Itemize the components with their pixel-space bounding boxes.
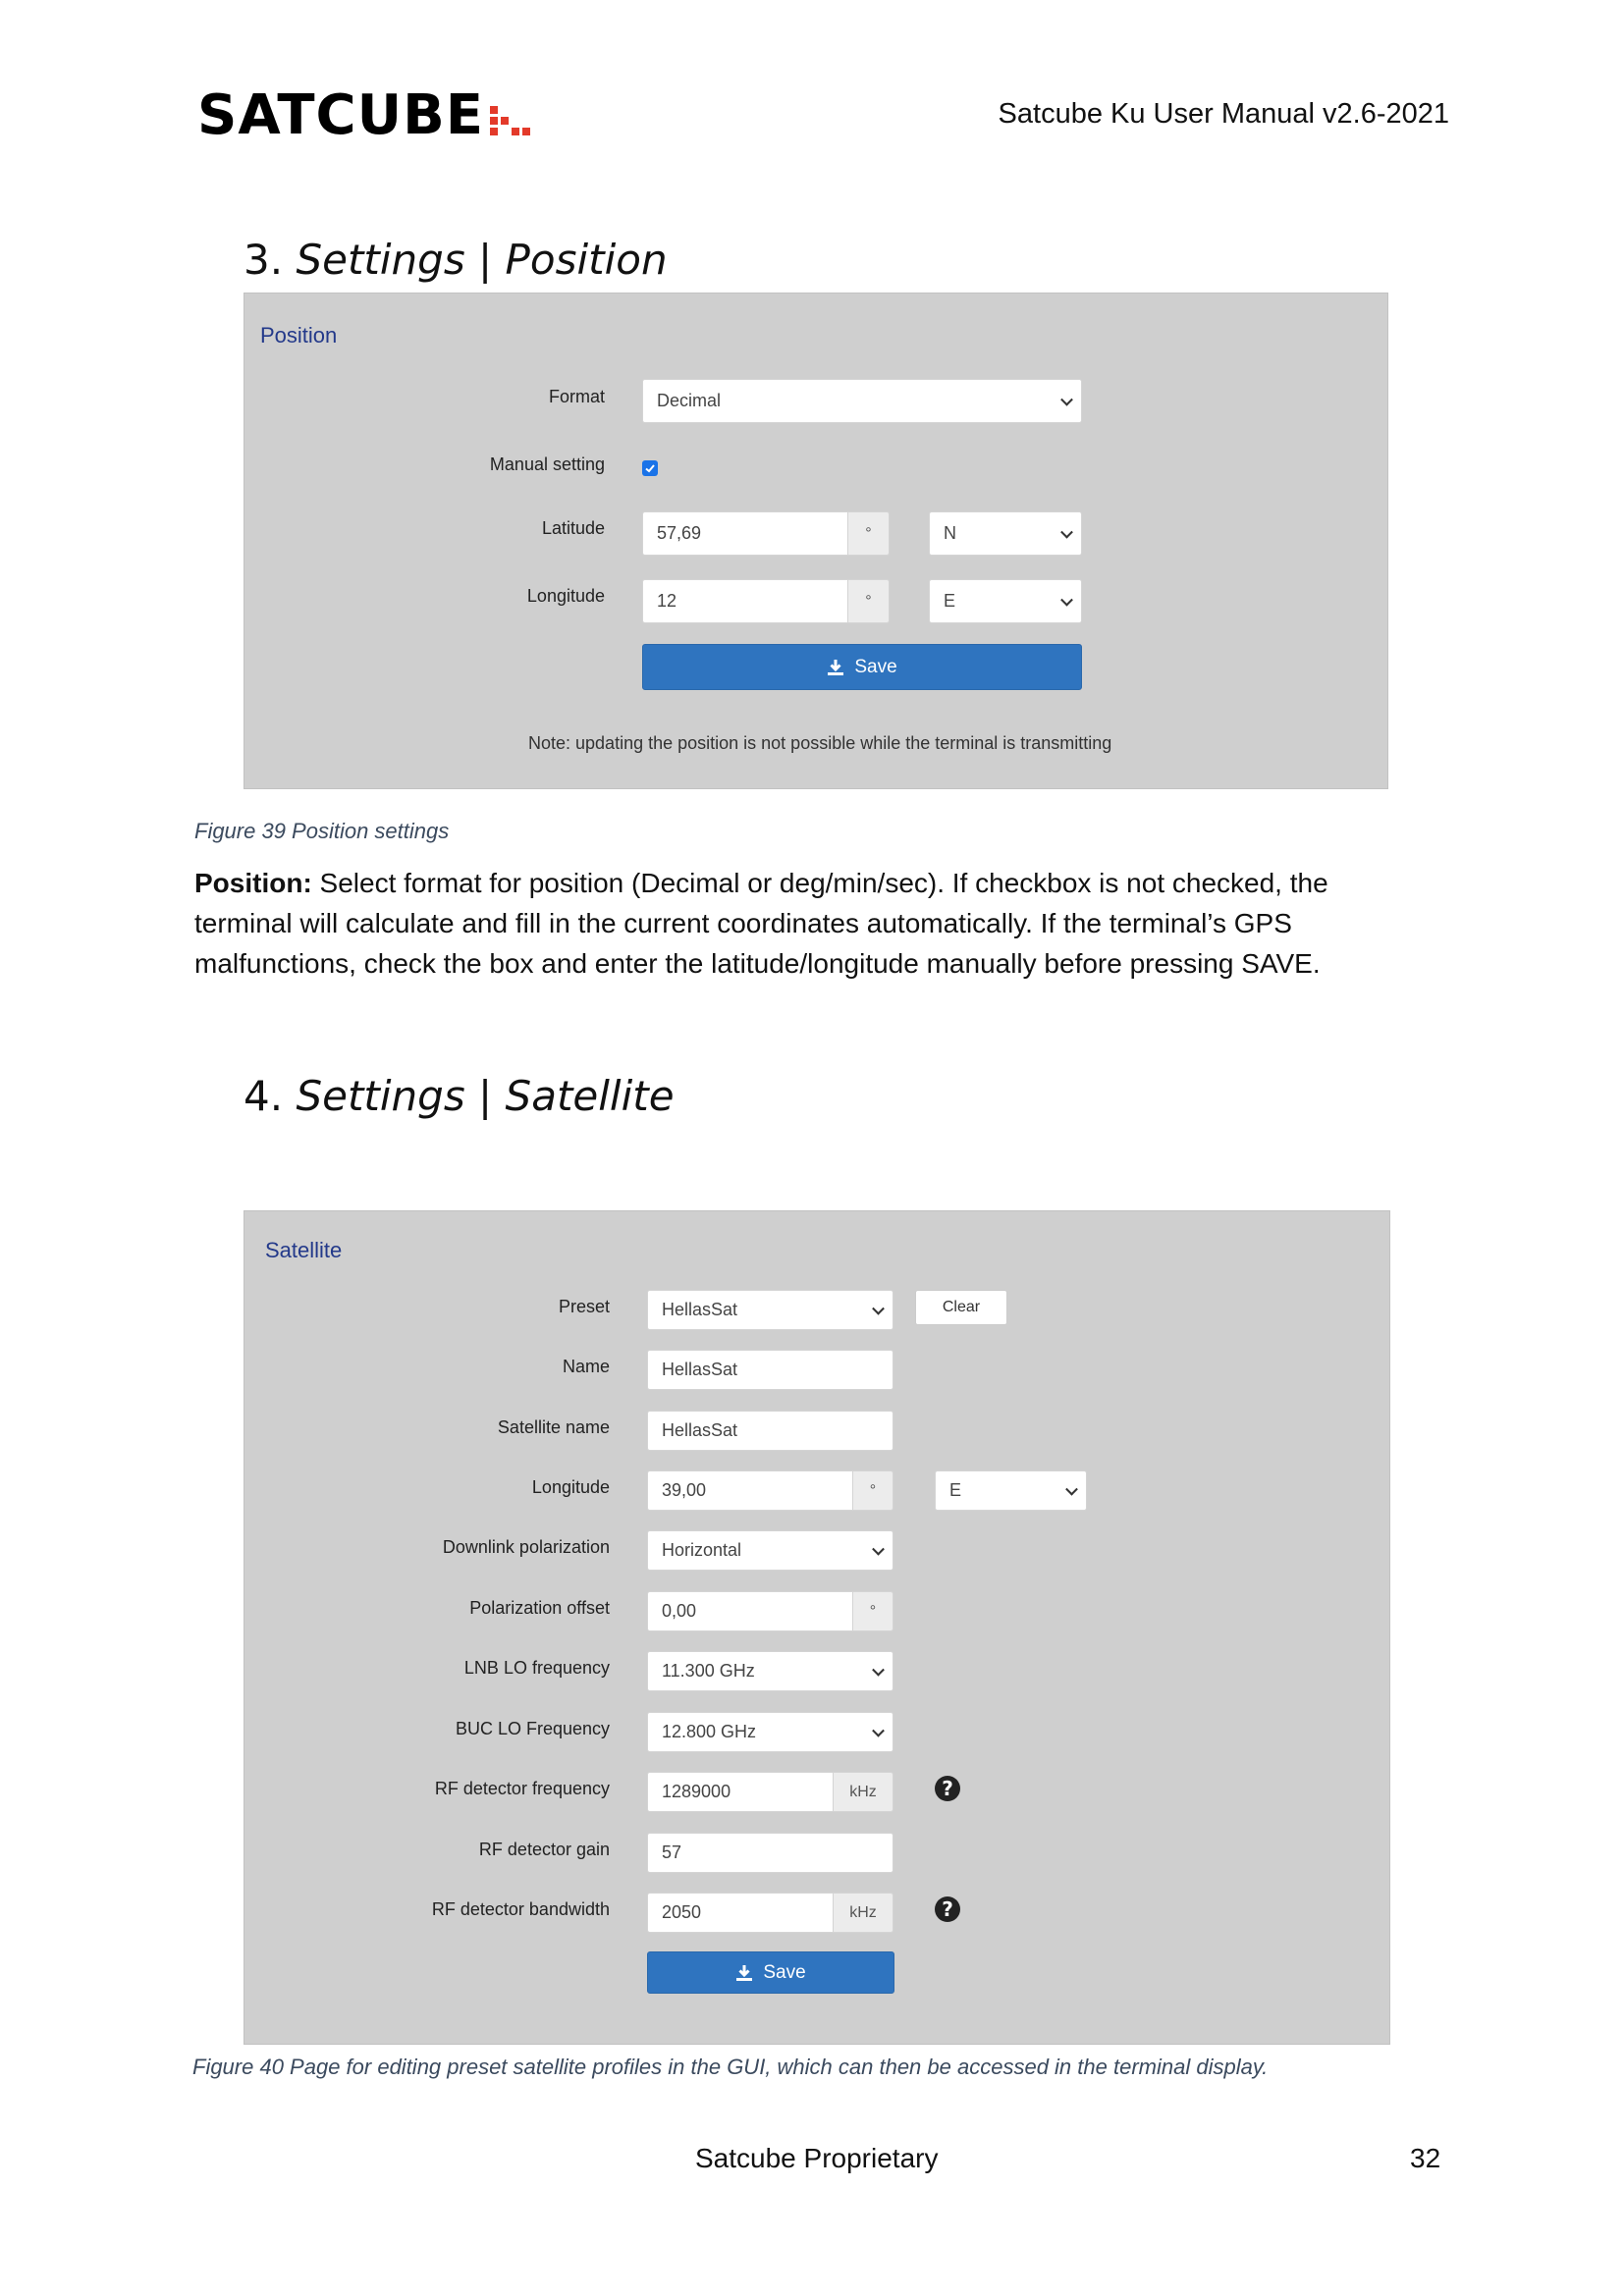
position-description <box>194 863 1432 984</box>
manual-setting-checkbox[interactable] <box>642 460 658 476</box>
section-3-title: Settings | Position <box>296 236 668 284</box>
manual-setting-label: Manual setting <box>489 454 605 474</box>
sat-longitude-degree-addon: ° <box>853 1470 893 1511</box>
preset-select-value: HellasSat <box>662 1300 738 1319</box>
download-icon <box>735 1964 753 1982</box>
download-icon <box>827 659 844 676</box>
position-panel <box>244 293 1388 789</box>
sat-longitude-input[interactable] <box>647 1470 853 1511</box>
page-number: 32 <box>1410 2143 1441 2173</box>
logo-text: SATCUBE <box>197 83 485 147</box>
rf-bandwidth-unit-addon: kHz <box>834 1893 893 1933</box>
sat-longitude-input-value: 39,00 <box>662 1480 707 1500</box>
rf-bandwidth-input-value: 2050 <box>662 1902 702 1922</box>
section-4-heading <box>244 1072 675 1120</box>
lnb-lo-label: LNB LO frequency <box>463 1658 610 1678</box>
position-save-button[interactable] <box>642 644 1082 690</box>
polarization-select[interactable] <box>647 1530 893 1571</box>
lnb-lo-select-value: 11.300 GHz <box>662 1661 755 1681</box>
longitude-hemisphere-value: E <box>944 591 956 611</box>
format-select[interactable] <box>642 379 1082 423</box>
longitude-hemisphere-select[interactable] <box>929 579 1082 623</box>
format-label: Format <box>548 387 605 406</box>
polarization-select-value: Horizontal <box>662 1540 742 1560</box>
rf-bandwidth-input[interactable] <box>647 1893 834 1933</box>
satellite-save-label: Save <box>763 1961 806 1983</box>
polarization-offset-input[interactable] <box>647 1591 853 1631</box>
position-description-lead: Position: <box>194 868 312 898</box>
polarization-offset-label: Polarization offset <box>469 1598 610 1618</box>
format-select-value: Decimal <box>657 391 722 410</box>
polarization-offset-degree-addon: ° <box>853 1591 893 1631</box>
sat-longitude-hemisphere-select[interactable] <box>935 1470 1087 1511</box>
clear-button[interactable]: Clear <box>915 1290 1007 1325</box>
footer-proprietary: Satcube Proprietary <box>695 2143 939 2173</box>
buc-lo-label: BUC LO Frequency <box>455 1719 610 1738</box>
logo-dots-icon <box>490 106 530 135</box>
buc-lo-select-value: 12.800 GHz <box>662 1722 757 1741</box>
satellite-name-input[interactable] <box>647 1411 893 1451</box>
section-3-heading <box>244 236 668 284</box>
rf-frequency-input[interactable] <box>647 1772 834 1812</box>
position-panel-title: Position <box>260 323 338 347</box>
rf-bandwidth-help-icon[interactable]: ? <box>935 1896 960 1922</box>
polarization-offset-input-value: 0,00 <box>662 1601 697 1621</box>
rf-frequency-unit-addon: kHz <box>834 1772 893 1812</box>
checkmark-icon <box>644 462 656 474</box>
rf-gain-input-value: 57 <box>662 1842 682 1862</box>
rf-bandwidth-label: RF detector bandwidth <box>431 1899 610 1919</box>
rf-frequency-label: RF detector frequency <box>434 1779 610 1798</box>
polarization-label: Downlink polarization <box>442 1537 610 1557</box>
section-4-number: 4. <box>244 1072 284 1120</box>
satellite-panel <box>244 1210 1390 2045</box>
section-4-title: Settings | Satellite <box>296 1072 675 1120</box>
latitude-input-value: 57,69 <box>657 523 702 543</box>
latitude-label: Latitude <box>541 518 605 538</box>
rf-frequency-help-icon[interactable]: ? <box>935 1776 960 1801</box>
header-title: Satcube Ku User Manual v2.6-2021 <box>998 98 1449 130</box>
preset-select[interactable] <box>647 1290 893 1330</box>
position-note: Note: updating the position is not possible while the terminal is transmitting <box>528 733 1112 753</box>
figure-39-caption: Figure 39 Position settings <box>194 819 450 843</box>
longitude-input-value: 12 <box>657 591 677 611</box>
longitude-degree-addon: ° <box>848 579 890 623</box>
sat-longitude-hemisphere-value: E <box>949 1480 962 1500</box>
position-description-body: Select format for position (Decimal or deg/min/sec). If checkbox is not checked, the terminal will calculate and fill in the current coordinates automatically. If the terminal’s GPS malfunctions, check the box and enter the latitude/longitude manually before pressing SAVE. <box>194 868 1328 979</box>
longitude-input[interactable] <box>642 579 848 623</box>
name-input[interactable] <box>647 1350 893 1390</box>
lnb-lo-select[interactable] <box>647 1651 893 1691</box>
buc-lo-select[interactable] <box>647 1712 893 1752</box>
preset-label: Preset <box>558 1297 610 1316</box>
satellite-panel-title: Satellite <box>265 1238 343 1262</box>
satellite-save-button[interactable] <box>647 1951 894 1994</box>
latitude-degree-addon: ° <box>848 511 890 556</box>
satellite-name-label: Satellite name <box>497 1417 610 1437</box>
position-save-label: Save <box>854 656 897 677</box>
latitude-hemisphere-value: N <box>944 523 956 543</box>
figure-40-caption: Figure 40 Page for editing preset satellite profiles in the GUI, which can then be accessed in the terminal display. <box>192 2055 1269 2079</box>
rf-frequency-input-value: 1289000 <box>662 1782 731 1801</box>
name-input-value: HellasSat <box>662 1360 738 1379</box>
satcube-logo <box>197 83 530 147</box>
latitude-hemisphere-select[interactable] <box>929 511 1082 556</box>
sat-longitude-label: Longitude <box>531 1477 610 1497</box>
satellite-name-input-value: HellasSat <box>662 1420 738 1440</box>
latitude-input[interactable] <box>642 511 848 556</box>
name-label: Name <box>562 1357 610 1376</box>
rf-gain-input[interactable] <box>647 1833 893 1873</box>
section-3-number: 3. <box>244 236 284 284</box>
rf-gain-label: RF detector gain <box>478 1840 610 1859</box>
longitude-label: Longitude <box>526 586 605 606</box>
